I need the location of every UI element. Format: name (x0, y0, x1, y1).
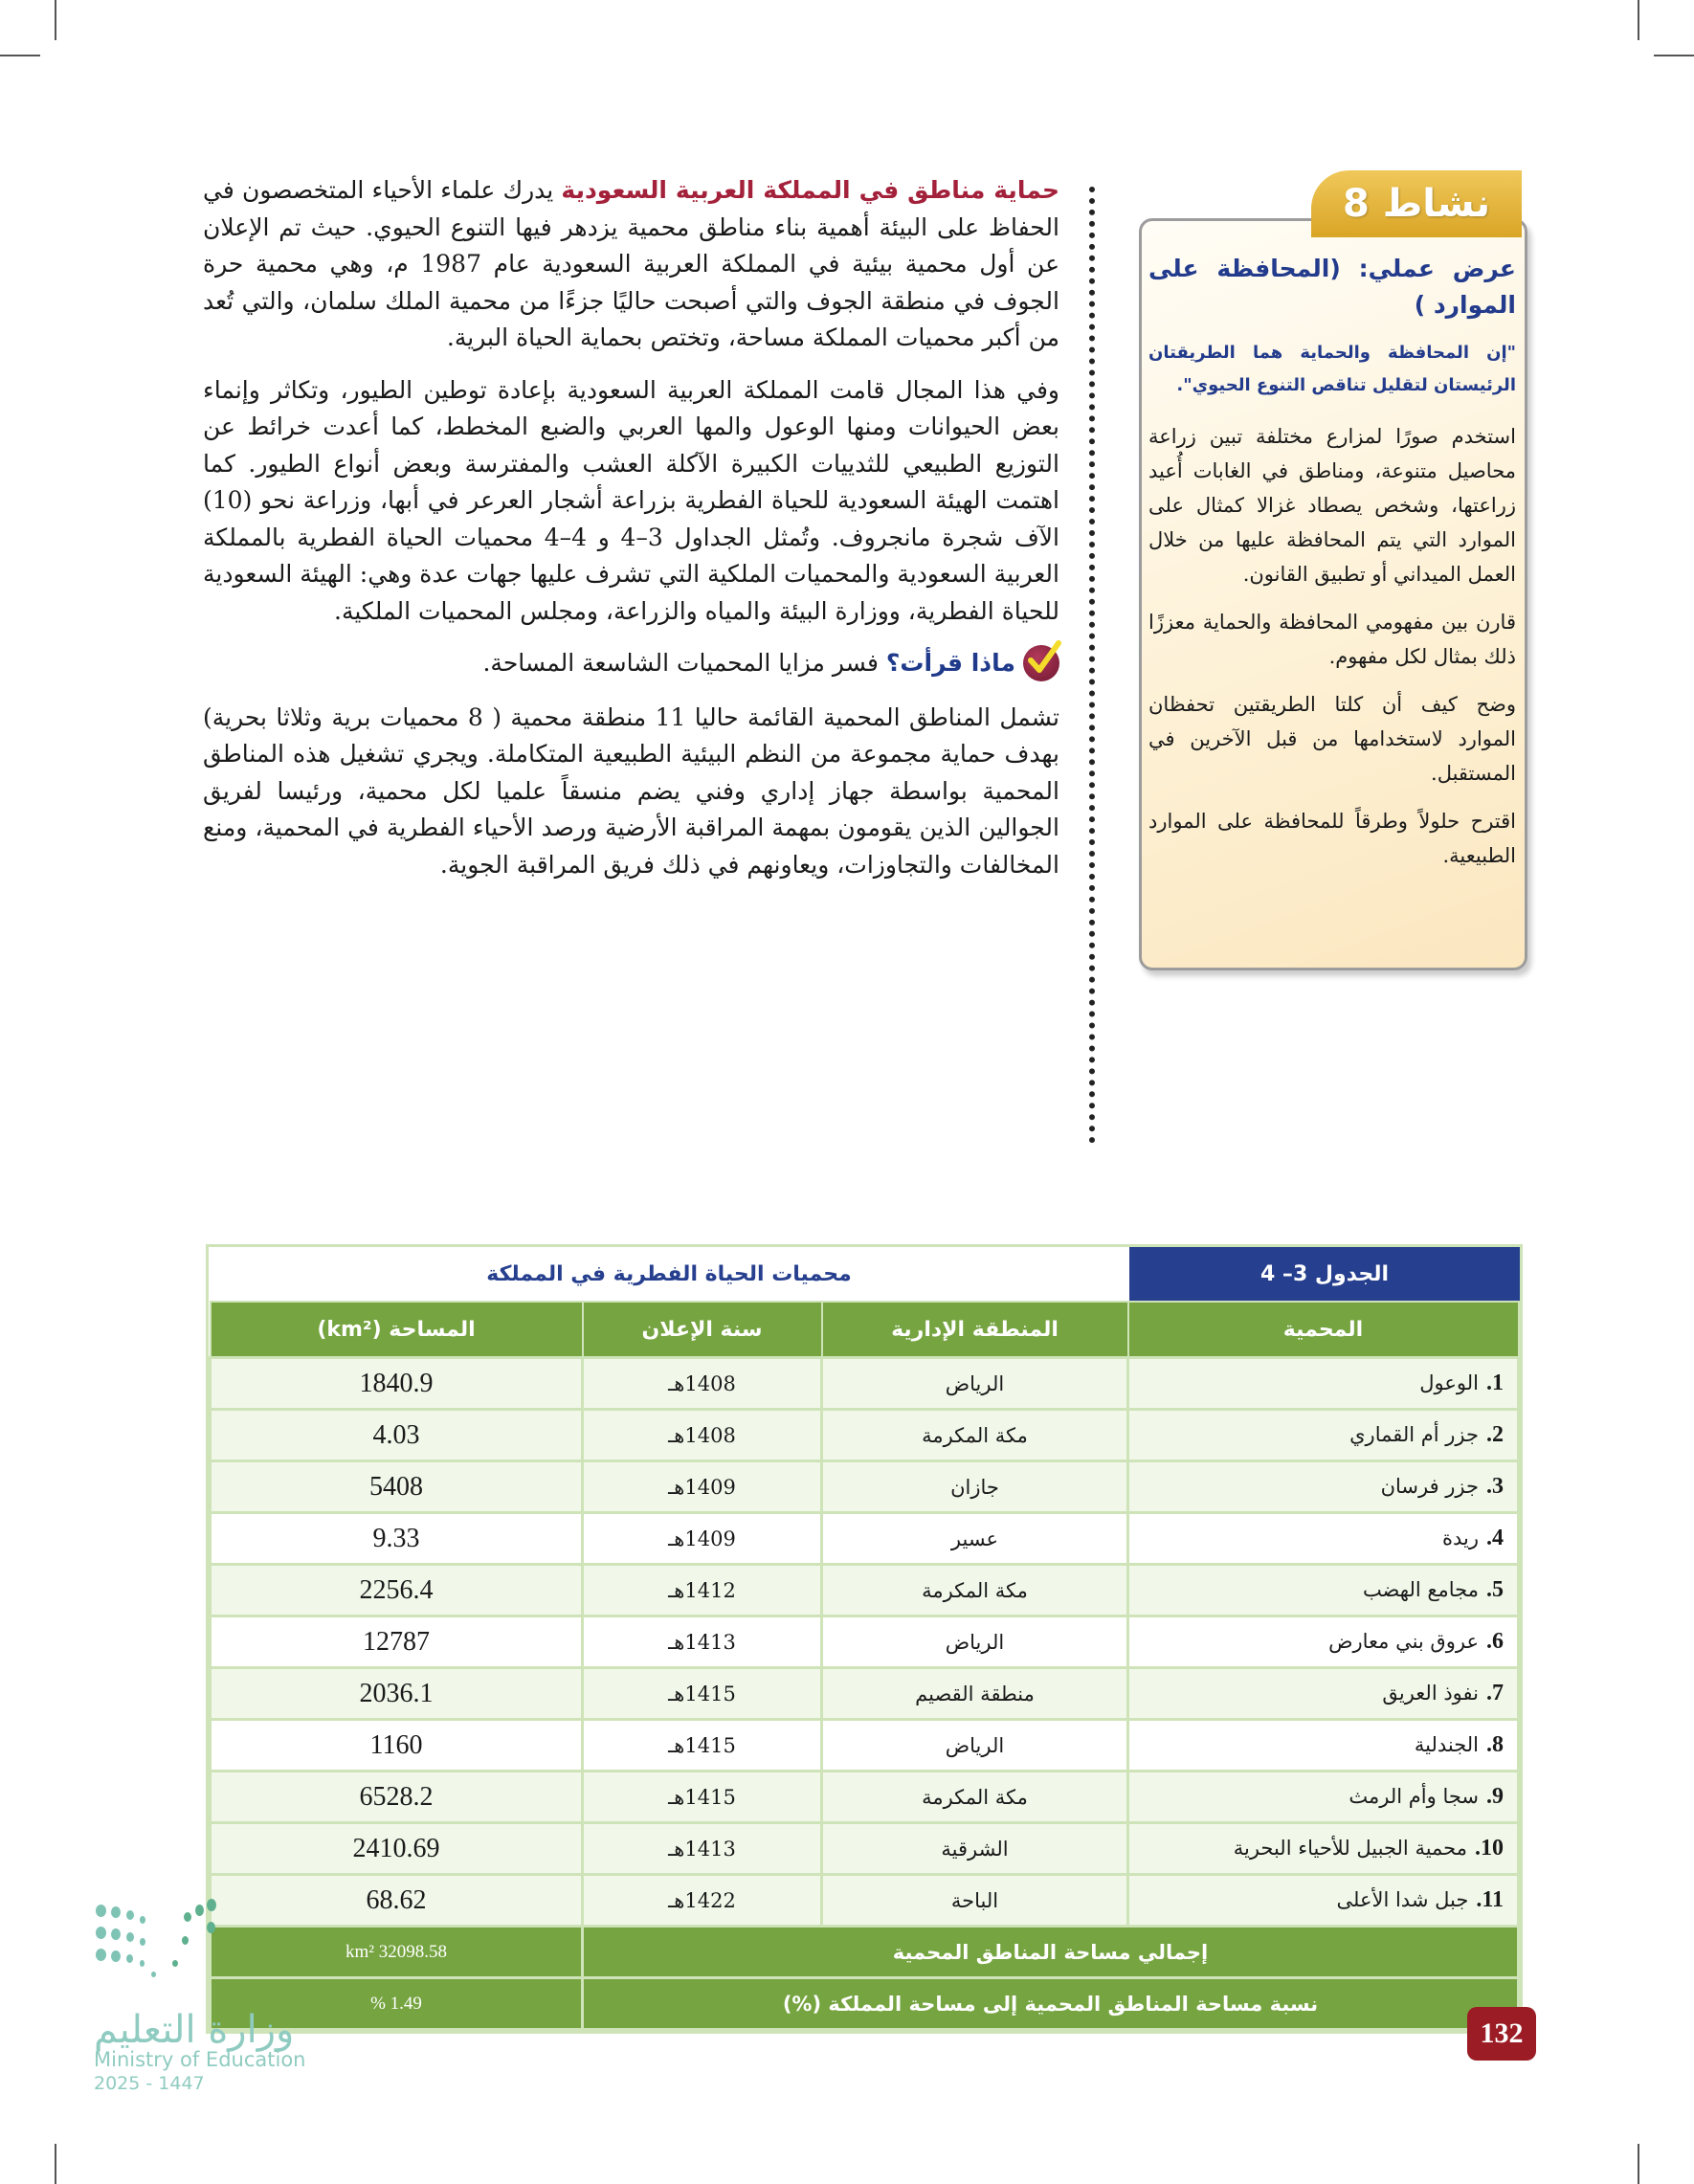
region: الشرقية (822, 1823, 1128, 1875)
reserve-name: 1.الوعول (1128, 1358, 1519, 1410)
table-row (211, 1410, 1519, 1461)
edition-year: 2025 - 1447 (94, 2073, 205, 2094)
reading-check (203, 645, 1059, 682)
header-area: المساحة (km²) (211, 1302, 583, 1358)
region: مكة المكرمة (822, 1410, 1128, 1461)
page-number: 132 (1467, 2007, 1536, 2061)
reserve-name: 4.ريدة (1128, 1513, 1519, 1565)
area: 5408 (211, 1461, 583, 1513)
paragraph-kingdom-efforts: وفي هذا المجال قامت المملكة العربية السعودية بإعادة توطين الطيور، وتكاثر وإنماء بعض الحيوانات ومنها الوعول والمها العربي والضبع المخطط، كما أعدت خرائط عن التوزيع الطبيعي للثدييات الكبيرة الآكلة العشب والمفترسة وبعض أنواع الطيور. كما اهتمت الهيئة السعودية للحياة الفطرية بزراعة أشجار العرعر في أبها، وزراعة نحو (10) الآف شجرة مانجروف. وتُمثل الجداول 3–4 و 4–4 محميات الحياة الفطرية بالمملكة العربية السعودية والمحميات الملكية التي تشرف عليها جهات عدة وهي: الهيئة السعودية للحياة الفطرية، ووزارة البيئة والمياه والزراعة، ومجلس المحميات الملكية. (203, 375, 1059, 625)
reserve-name: 11.جبل شدا الأعلى (1128, 1875, 1519, 1927)
table-number: الجدول 3– 4 (1129, 1247, 1520, 1301)
reserve-name: 2.جزر أم القماري (1128, 1410, 1519, 1461)
table-row (211, 1720, 1519, 1772)
paragraph-protected-areas: تشمل المناطق المحمية القائمة حاليا 11 منطقة محمية ( 8 محميات برية وثلاثا بحرية) بهدف حماية مجموعة من النظم البيئية الطبيعية المتكاملة. ويجري تشغيل هذه المناطق المحمية بواسطة جهاز إداري وفني يضم منسقاً علميا لكل محمية، ورئيسا لفريق الجوالين الذين يقومون بمهمة المراقبة الأرضية ورصد الأحياء الفطرية في المحمية، ومنع المخالفات والتجاوزات، ويعاونهم في ذلك فريق المراقبة الجوية. (203, 702, 1059, 879)
area: 9.33 (211, 1513, 583, 1565)
total-value: 32098.58 km² (211, 1927, 583, 1978)
reserve-name: 5.مجامع الهضب (1128, 1565, 1519, 1616)
area: 1160 (211, 1720, 583, 1772)
activity-step: وضح كيف أن كلتا الطريقتين تحفظان الموارد لاستخدامها من قبل الآخرين في المستقبل. (1148, 693, 1516, 785)
activity-step: قارن بين مفهومي المحافظة والحماية معززًا ذلك بمثال لكل مفهوم. (1148, 611, 1516, 668)
ratio-label: نسبة مساحة المناطق المحمية إلى مساحة المملكة (%) (583, 1978, 1519, 2030)
crop-mark (1638, 0, 1639, 40)
reserve-name: 10.محمية الجبيل للأحياء البحرية (1128, 1823, 1519, 1875)
reserve-name: 7.نفوذ العريق (1128, 1668, 1519, 1720)
header-region: المنطقة الإدارية (822, 1302, 1128, 1358)
header-reserve: المحمية (1128, 1302, 1519, 1358)
year: 1415هـ (583, 1668, 822, 1720)
logo-dots-icon (88, 1883, 337, 1989)
table-row (211, 1358, 1519, 1410)
reserve-name: 9.سجا وأم الرمث (1128, 1772, 1519, 1823)
activity-title: عرض عملي: (المحافظة على الموارد ) (1148, 255, 1516, 319)
reading-check-label: ماذا قرأت؟ (885, 649, 1015, 677)
table-title: محميات الحياة الفطرية في المملكة (486, 1261, 852, 1286)
activity-body (1148, 251, 1516, 886)
year: 1413هـ (583, 1823, 822, 1875)
crop-mark (55, 0, 56, 40)
activity-step: اقترح حلولاً وطرقاً للمحافظة على الموارد الطبيعية. (1148, 810, 1516, 867)
table-row (211, 1461, 1519, 1513)
reserve-name: 8.الجندلية (1128, 1720, 1519, 1772)
region: الباحة (822, 1875, 1128, 1927)
ministry-name-en: Ministry of Education (94, 2048, 306, 2071)
activity-tab: نشاط 8 (1311, 170, 1522, 237)
area: 1840.9 (211, 1358, 583, 1410)
crop-mark (0, 55, 40, 56)
table-row (211, 1823, 1519, 1875)
reserve-name: 6.عروق بني معارض (1128, 1616, 1519, 1668)
area: 6528.2 (211, 1772, 583, 1823)
reserve-name: 3.جزر فرسان (1128, 1461, 1519, 1513)
table-header-row (211, 1302, 1519, 1358)
ratio-row (211, 1978, 1519, 2030)
reading-check-question: فسر مزايا المحميات الشاسعة المساحة. (482, 649, 886, 677)
wildlife-reserves-table (206, 1244, 1523, 2034)
table-caption (209, 1247, 1520, 1301)
total-row (211, 1927, 1519, 1978)
year: 1415هـ (583, 1772, 822, 1823)
activity-quote: "إن المحافظة والحماية هما الطريقتان الرئيستان لتقليل تناقص التنوع الحيوي". (1148, 343, 1516, 395)
year: 1415هـ (583, 1720, 822, 1772)
total-label: إجمالي مساحة المناطق المحمية (583, 1927, 1519, 1978)
year: 1412هـ (583, 1565, 822, 1616)
year: 1409هـ (583, 1461, 822, 1513)
reserves-table (209, 1301, 1520, 2031)
table-row (211, 1616, 1519, 1668)
section-heading: حماية مناطق في المملكة العربية السعودية (561, 176, 1059, 204)
crop-mark (1638, 2144, 1639, 2184)
year: 1413هـ (583, 1616, 822, 1668)
ministry-logo (88, 1883, 337, 1989)
region: جازان (822, 1461, 1128, 1513)
region: الرياض (822, 1616, 1128, 1668)
crop-mark (55, 2144, 56, 2184)
region: مكة المكرمة (822, 1772, 1128, 1823)
region: مكة المكرمة (822, 1565, 1128, 1616)
ministry-name-ar: وزارة التعليم (94, 2008, 295, 2052)
year: 1409هـ (583, 1513, 822, 1565)
table-row (211, 1668, 1519, 1720)
table-row (211, 1875, 1519, 1927)
area: 2256.4 (211, 1565, 583, 1616)
table-row (211, 1565, 1519, 1616)
area: 4.03 (211, 1410, 583, 1461)
crop-mark (1654, 55, 1694, 56)
area: 2410.69 (211, 1823, 583, 1875)
year: 1422هـ (583, 1875, 822, 1927)
region: عسير (822, 1513, 1128, 1565)
year: 1408هـ (583, 1358, 822, 1410)
region: منطقة القصيم (822, 1668, 1128, 1720)
main-text-column (203, 172, 1059, 899)
table-row (211, 1772, 1519, 1823)
ratio-value: 1.49 % (211, 1978, 583, 2030)
checkmark-icon (1023, 645, 1059, 681)
area: 12787 (211, 1616, 583, 1668)
area: 68.62 (211, 1875, 583, 1927)
region: الرياض (822, 1358, 1128, 1410)
area: 2036.1 (211, 1668, 583, 1720)
activity-step: استخدم صورًا لمزارع مختلفة تبين زراعة محاصيل متنوعة، ومناطق في الغابات أُعيد زراعتها، وشخص يصطاد غزالا كمثال على الموارد التي يتم المحافظة عليها من خلال العمل الميداني أو تطبيق القانون. (1148, 425, 1516, 586)
region: الرياض (822, 1720, 1128, 1772)
table-row (211, 1513, 1519, 1565)
column-divider (1089, 187, 1095, 1144)
year: 1408هـ (583, 1410, 822, 1461)
paragraph-protection: حماية مناطق في المملكة العربية السعودية يدرك علماء الأحياء المتخصصون في الحفاظ على البيئة أهمية بناء مناطق محمية يزدهر فيها التنوع الحيوي. حيث تم الإعلان عن أول محمية بيئية في المملكة العربية السعودية عام 1987 م، وهي محمية حرة الجوف في منطقة الجوف والتي أصبحت حاليًا جزءًا من محمية الملك سلمان، والتي تُعد من أكبر محميات المملكة مساحة، وتختص بحماية الحياة البرية. (203, 176, 1059, 351)
header-year: سنة الإعلان (583, 1302, 822, 1358)
